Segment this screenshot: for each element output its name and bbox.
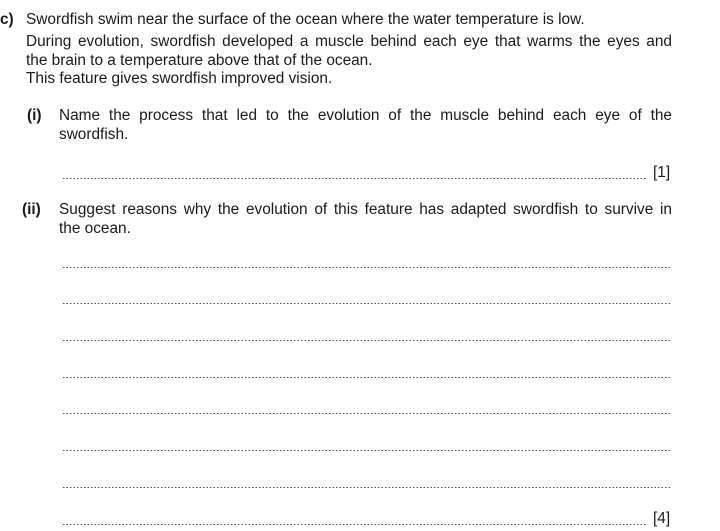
answer-line-ii-7[interactable] xyxy=(62,487,670,488)
subquestion-ii-line-1: Suggest reasons why the evolution of this feature has adapted swordfish to survive in xyxy=(59,201,672,218)
answer-line-ii-2[interactable] xyxy=(62,303,670,304)
subquestion-i-line-2: swordfish. xyxy=(59,126,129,143)
answer-line-ii-6[interactable] xyxy=(62,450,670,451)
answer-line-ii-8[interactable] xyxy=(62,524,646,525)
answer-line-i[interactable] xyxy=(62,178,646,179)
subquestion-i-line-1: Name the process that led to the evolution of the muscle behind each eye of the xyxy=(59,107,672,124)
marks-ii: [4] xyxy=(653,510,671,527)
answer-line-ii-3[interactable] xyxy=(62,340,670,341)
answer-line-ii-5[interactable] xyxy=(62,413,670,414)
stem-line-1: Swordfish swim near the surface of the ocean where the water temperature is low. xyxy=(26,11,585,28)
stem-line-4: This feature gives swordfish improved vision. xyxy=(26,70,333,87)
marks-i: [1] xyxy=(653,164,671,181)
question-part-label: c) xyxy=(0,11,14,28)
subquestion-ii-line-2: the ocean. xyxy=(59,220,131,237)
stem-line-3: the brain to a temperature above that of the ocean. xyxy=(26,52,373,69)
subquestion-i-label: (i) xyxy=(27,107,42,124)
answer-line-ii-4[interactable] xyxy=(62,377,670,378)
stem-line-2: During evolution, swordfish developed a muscle behind each eye that warms the eyes and xyxy=(26,33,672,50)
answer-line-ii-1[interactable] xyxy=(62,267,670,268)
subquestion-ii-label: (ii) xyxy=(22,201,41,218)
